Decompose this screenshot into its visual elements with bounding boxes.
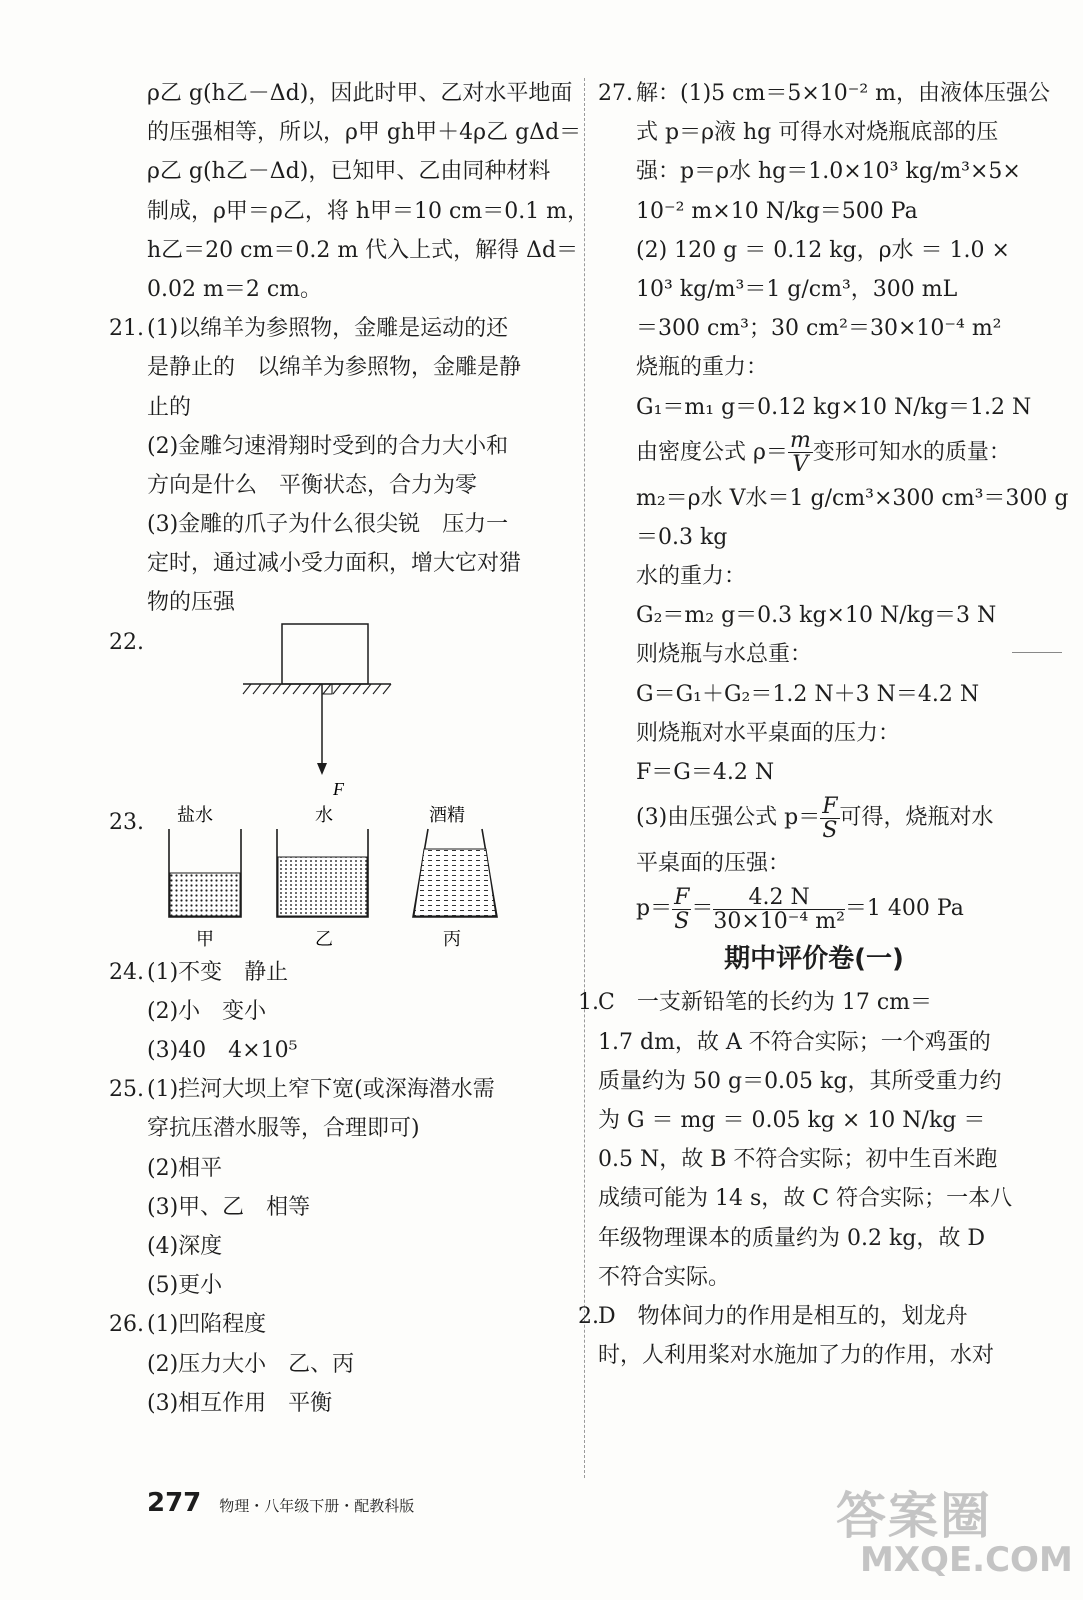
text-line: (1)拦河大坝上窄下宽(或深海潜水需 — [147, 1077, 495, 1103]
book-subject: 物理・八年级下册・配教科版 — [219, 1497, 415, 1515]
watermark-url: MXQE.COM — [860, 1540, 1073, 1580]
ground-hatch — [243, 684, 391, 694]
text-line: 时，人利用桨对水施加了力的作用，水对 — [598, 1343, 995, 1369]
q20-continuation — [147, 74, 590, 309]
label-water: 水 — [315, 804, 333, 826]
text-fragment: 由密度公式 ρ＝ — [636, 439, 788, 465]
question-number: 25. — [109, 1077, 144, 1103]
text-fragment: (3)由压强公式 p＝ — [636, 805, 821, 831]
containers-diagram — [139, 803, 539, 953]
text-line: G₂＝m₂ g＝0.3 kg×10 N/kg＝3 N — [636, 603, 997, 629]
label-yi: 乙 — [315, 928, 333, 950]
page-footer — [147, 1488, 414, 1518]
watermark — [836, 1476, 1073, 1592]
q24-answer — [109, 953, 572, 1071]
fraction-denominator: S — [822, 817, 838, 843]
text-line: (3)相互作用 平衡 — [147, 1390, 333, 1416]
text-line: (3)40 4×10⁵ — [147, 1038, 298, 1063]
fraction-numerator: F — [822, 793, 838, 819]
section-title: 期中评价卷(一) — [724, 944, 904, 975]
q21-answer — [109, 309, 572, 623]
label-saltwater: 盐水 — [177, 804, 213, 826]
text-line: 是静止的 以绵羊为参照物，金雕是静 — [147, 355, 522, 381]
text-line: (3)甲、乙 相等 — [147, 1194, 311, 1220]
q23-figure — [109, 803, 572, 953]
text-line: 年级物理课本的质量约为 0.2 kg，故 D — [598, 1225, 986, 1251]
text-line: 为 G ＝ mg ＝ 0.05 kg × 10 N/kg ＝ — [598, 1107, 986, 1133]
text-line: 解：(1)5 cm＝5×10⁻² m，由液体压强公 — [636, 81, 1051, 106]
text-line: G₁＝m₁ g＝0.12 kg×10 N/kg＝1.2 N — [636, 394, 1032, 420]
right-column — [578, 74, 1069, 1375]
text-line: 式 p＝ρ液 hg 可得水对烧瓶底部的压 — [636, 120, 999, 146]
text-line: (3)金雕的爪子为什么很尖锐 压力一 — [147, 512, 509, 538]
fs-fraction — [672, 886, 691, 933]
q22-figure — [109, 623, 572, 803]
liquid-alcohol — [414, 849, 496, 916]
text-line: 不符合实际。 — [598, 1264, 731, 1290]
q25-answer — [109, 1070, 572, 1305]
fraction-numerator: m — [789, 428, 811, 454]
text-line: 0.02 m＝2 cm。 — [147, 276, 323, 302]
q26-answer — [109, 1305, 572, 1423]
density-formula-line — [598, 427, 1030, 479]
text-line: (1)以绵羊为参照物，金雕是运动的还 — [147, 316, 509, 342]
label-jia: 甲 — [196, 928, 214, 950]
text-line: m₂＝ρ水 V水＝1 g/cm³×300 cm³＝300 g — [636, 485, 1069, 511]
text-line: (5)更小 — [147, 1273, 223, 1299]
text-line: (2) 120 g ＝ 0.12 kg，ρ水 ＝ 1.0 × — [636, 237, 1010, 263]
text-line: 0.5 N，故 B 不符合实际；初中生百米跑 — [598, 1147, 998, 1173]
text-line: 穿抗压潜水服等，合理即可) — [147, 1116, 420, 1142]
text-line: C 一支新铅笔的长约为 17 cm＝ — [598, 990, 932, 1016]
pressure-force-diagram — [147, 623, 572, 803]
text-line: 10⁻² m×10 N/kg＝500 Pa — [636, 198, 918, 224]
pressure-fraction — [820, 795, 839, 842]
answer-1 — [578, 983, 1030, 1297]
label-alcohol: 酒精 — [429, 804, 465, 826]
text-line: 则烧瓶对水平桌面的压力： — [636, 720, 901, 746]
pressure-formula-line — [598, 792, 1030, 844]
label-bing: 丙 — [443, 928, 461, 950]
text-line: (2)相平 — [147, 1155, 223, 1181]
text-line: 10³ kg/m³＝1 g/cm³，300 mL — [636, 276, 958, 302]
question-number: 23. — [109, 809, 144, 835]
fraction-numerator: F — [674, 884, 690, 910]
question-number: 2. — [578, 1303, 599, 1329]
text-fragment: 变形可知水的质量： — [812, 439, 1011, 465]
fraction-denominator: S — [674, 908, 690, 934]
text-line: 止的 — [147, 394, 192, 420]
text-fragment: p＝ — [636, 896, 673, 922]
text-fragment: 可得，烧瓶对水 — [839, 805, 994, 831]
text-line: 强：p＝ρ水 hg＝1.0×10³ kg/m³×5× — [636, 159, 1021, 185]
left-column — [109, 74, 590, 1423]
question-number: 24. — [109, 959, 144, 985]
text-line: ＝0.3 kg — [636, 524, 728, 550]
block-rect — [282, 624, 368, 684]
text-line: (2)小 变小 — [147, 998, 267, 1024]
question-number: 1. — [578, 990, 599, 1016]
fraction-denominator: V — [792, 452, 809, 478]
text-line: 质量约为 50 g＝0.05 kg，其所受重力约 — [598, 1068, 1002, 1094]
question-number: 22. — [109, 629, 144, 655]
answer-2 — [578, 1297, 1030, 1375]
force-arrow-head — [317, 763, 327, 775]
force-label: F — [333, 778, 344, 799]
text-line: 的压强相等，所以，ρ甲 gh甲＋4ρ乙 gΔd＝ — [147, 120, 582, 146]
text-line: D 物体间力的作用是相互的，划龙舟 — [598, 1303, 968, 1329]
text-line: 烧瓶的重力： — [636, 355, 769, 381]
liquid-water — [278, 857, 367, 916]
text-line: 则烧瓶与水总重： — [636, 642, 813, 668]
text-fragment: ＝1 400 Pa — [844, 896, 964, 922]
text-line: ρ乙 g(h乙－Δd)，已知甲、乙由同种材料 — [147, 159, 551, 185]
text-line: 物的压强 — [147, 590, 236, 616]
fraction-denominator: 30×10⁻⁴ m² — [713, 908, 845, 934]
text-line: h乙＝20 cm＝0.2 m 代入上式，解得 Δd＝ — [147, 237, 579, 263]
watermark-logo: 答案圈 — [836, 1487, 992, 1545]
text-line: (2)压力大小 乙、丙 — [147, 1351, 355, 1377]
question-number: 21. — [109, 316, 144, 342]
text-line: (1)凹陷程度 — [147, 1312, 267, 1338]
text-line: G＝G₁＋G₂＝1.2 N＋3 N＝4.2 N — [636, 681, 980, 707]
text-line: 成绩可能为 14 s，故 C 符合实际；一本八 — [598, 1186, 1013, 1212]
fraction-numerator: 4.2 N — [713, 886, 845, 910]
text-line: 1.7 dm，故 A 不符合实际；一个鸡蛋的 — [598, 1029, 991, 1055]
density-fraction — [788, 429, 813, 476]
text-line: (1)不变 静止 — [147, 959, 289, 985]
final-pressure-line — [598, 883, 1030, 935]
value-fraction — [713, 886, 845, 933]
text-fragment: ＝ — [691, 896, 714, 922]
question-number: 26. — [109, 1312, 144, 1338]
text-line: F＝G＝4.2 N — [636, 760, 775, 785]
question-number: 27. — [598, 81, 633, 106]
text-line: (4)深度 — [147, 1233, 223, 1259]
text-line: (2)金雕匀速滑翔时受到的合力大小和 — [147, 433, 509, 459]
page-number: 277 — [147, 1488, 202, 1518]
text-line: 平桌面的压强： — [636, 851, 791, 877]
text-line: 制成，ρ甲＝ρ乙，将 h甲＝10 cm＝0.1 m， — [147, 198, 590, 224]
text-line: 方向是什么 平衡状态，合力为零 — [147, 472, 478, 498]
text-line: 水的重力： — [636, 564, 747, 590]
q27-answer — [598, 74, 1069, 935]
text-line: ＝300 cm³；30 cm²＝30×10⁻⁴ m² — [636, 316, 1002, 342]
text-line: ρ乙 g(h乙－Δd)，因此时甲、乙对水平地面 — [147, 81, 573, 106]
text-line: 定时，通过减小受力面积，增大它对猎 — [147, 551, 522, 577]
liquid-saltwater — [170, 873, 240, 916]
